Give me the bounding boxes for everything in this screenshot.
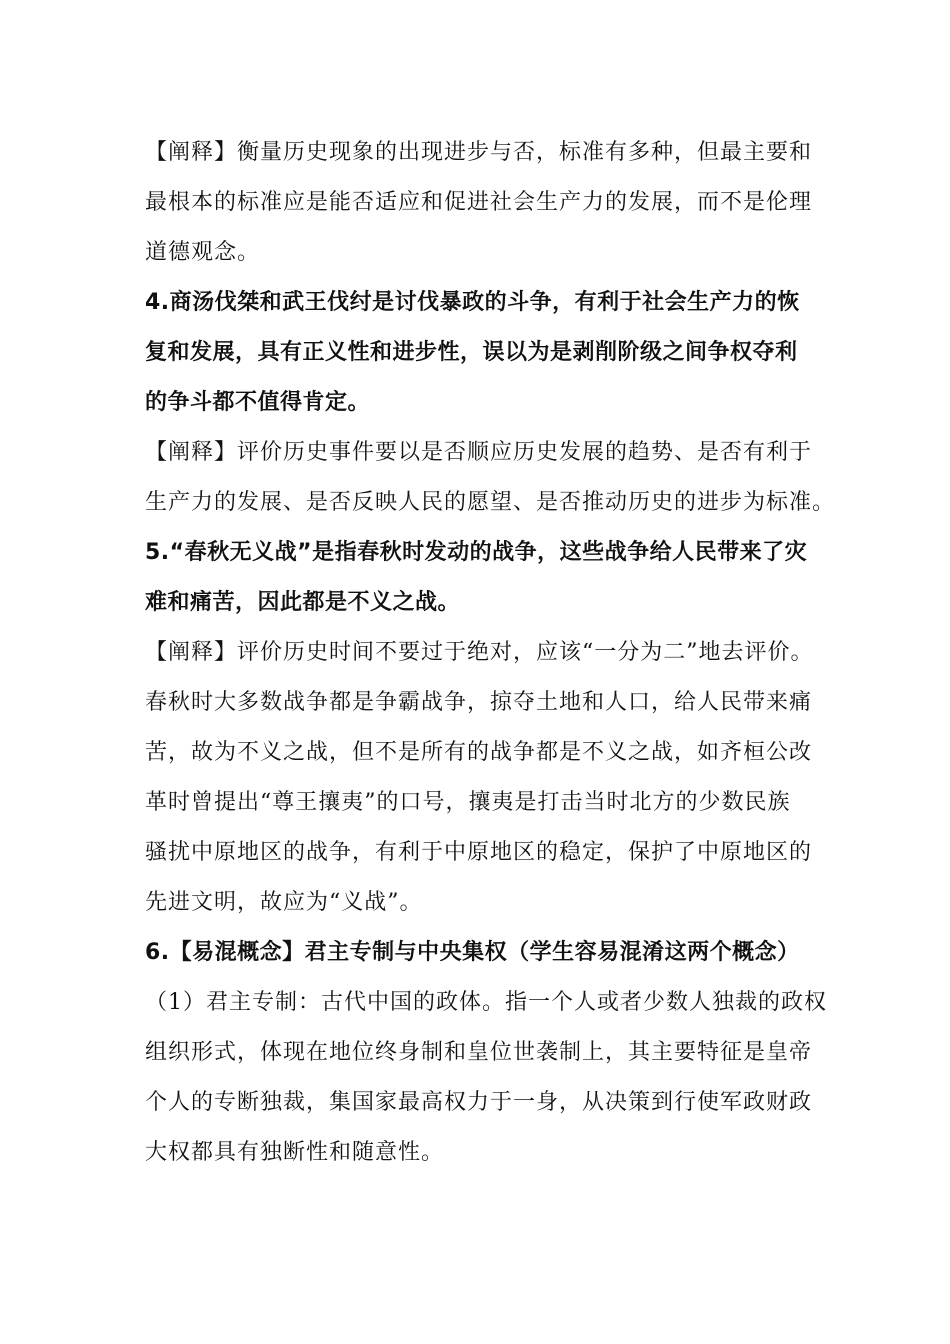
text-line-21: 大权都具有独断性和随意性。 <box>145 1140 445 1165</box>
text-line-12: 春秋时大多数战争都是争霸战争，掠夺土地和人口，给人民带来痛 <box>145 690 813 715</box>
text-line-16: 先进文明，故应为“义战”。 <box>145 890 423 915</box>
text-line-13: 苦，故为不义之战，但不是所有的战争都是不义之战，如齐桓公改 <box>145 740 813 765</box>
text-line-19: 组织形式，体现在地位终身制和皇位世袭制上，其主要特征是皇帝 <box>145 1040 813 1065</box>
text-line-11: 【阐释】评价历史时间不要过于绝对，应该“一分为二”地去评价。 <box>145 640 814 665</box>
text-line-7: 【阐释】评价历史事件要以是否顺应历史发展的趋势、是否有利于 <box>145 440 813 465</box>
text-line-14: 革时曾提出“尊王攘夷”的口号，攘夷是打击当时北方的少数民族 <box>145 790 791 815</box>
text-line-1: 【阐释】衡量历史现象的出现进步与否，标准有多种，但最主要和 <box>145 140 813 165</box>
question-4-line-2: 复和发展，具有正义性和进步性，误以为是剥削阶级之间争权夺利 <box>145 340 798 365</box>
text-line-20: 个人的专断独裁，集国家最高权力于一身，从决策到行使军政财政 <box>145 1090 813 1115</box>
text-line-18: （1）君主专制：古代中国的政体。指一个人或者少数人独裁的政权 <box>145 990 827 1015</box>
text-line-15: 骚扰中原地区的战争，有利于中原地区的稳定，保护了中原地区的 <box>145 840 813 865</box>
question-4-line-1: 4.商汤伐桀和武王伐纣是讨伐暴政的斗争，有利于社会生产力的恢 <box>145 290 800 315</box>
question-5-line-2: 难和痛苦，因此都是不义之战。 <box>145 590 461 615</box>
text-line-3: 道德观念。 <box>145 240 261 265</box>
question-6-heading: 6.【易混概念】君主专制与中央集权（学生容易混淆这两个概念） <box>145 940 800 965</box>
text-line-2: 最根本的标准应是能否适应和促进社会生产力的发展，而不是伦理 <box>145 190 813 215</box>
text-line-8: 生产力的发展、是否反映人民的愿望、是否推动历史的进步为标准。 <box>145 490 836 515</box>
question-5-line-1: 5.“春秋无义战”是指春秋时发动的战争，这些战争给人民带来了灾 <box>145 540 808 565</box>
document-page <box>145 128 836 1178</box>
question-4-line-3: 的争斗都不值得肯定。 <box>145 390 371 415</box>
